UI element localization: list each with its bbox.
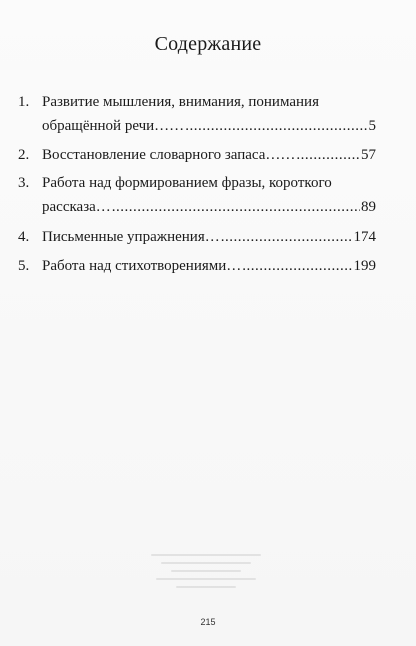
entry-number: 3.: [18, 175, 30, 191]
entry-title-continuation: рассказа…: [42, 199, 111, 215]
toc-line-continuation: [18, 114, 376, 138]
leader-dots: [296, 143, 360, 167]
entry-number: 4.: [18, 229, 30, 245]
entry-title: Работа над стихотворениями…: [42, 258, 242, 274]
page-number: 57: [361, 147, 376, 163]
faded-imprint: [146, 548, 266, 598]
entry-number: 2.: [18, 147, 30, 163]
toc-line: [18, 254, 376, 278]
page-number: 5: [368, 118, 376, 134]
page-number: 199: [353, 258, 376, 274]
toc-entry-1: [18, 90, 376, 138]
entry-title: Восстановление словарного запаса……: [42, 147, 296, 163]
entry-number: 1.: [18, 94, 30, 110]
toc-line: [18, 225, 376, 249]
page-number: 174: [353, 229, 376, 245]
entry-title: Письменные упражнения…: [42, 229, 220, 245]
toc-entry-3: [18, 171, 376, 219]
entry-title: [42, 90, 376, 114]
toc-line: [18, 90, 376, 114]
entry-title: Работа над формированием фразы, короткого: [42, 175, 332, 191]
toc-line-continuation: [18, 195, 376, 219]
page-number: 89: [361, 199, 376, 215]
entry-number: 5.: [18, 258, 30, 274]
entry-title-text: Развитие мышления, внимания, понимания: [42, 94, 319, 110]
leader-dots: [221, 225, 353, 249]
entry-title-continuation: обращённой речи……: [42, 118, 185, 134]
page-folio-number: 215: [200, 617, 216, 627]
page-title: Содержание: [154, 33, 262, 55]
toc-entry-5: [18, 254, 376, 278]
leader-dots: [242, 254, 352, 278]
leader-dots: [112, 195, 360, 219]
toc-entry-2: [18, 143, 376, 167]
leader-dots: [185, 114, 367, 138]
toc-line: [18, 171, 376, 195]
toc-line: [18, 143, 376, 167]
toc-entry-4: [18, 225, 376, 249]
